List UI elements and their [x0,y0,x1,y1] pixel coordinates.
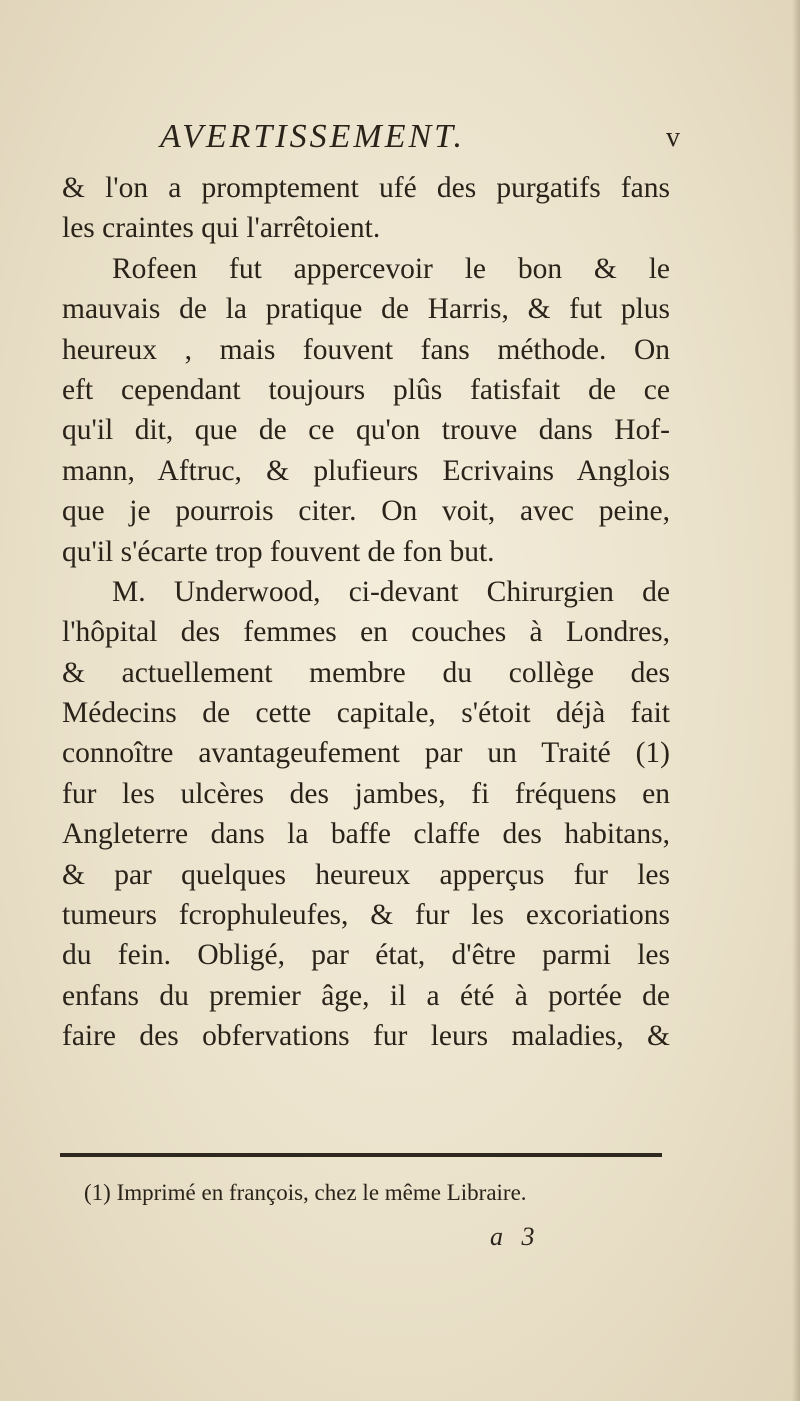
text-line: & par quelques heureux apperçus fur les [62,858,670,891]
text-line: l'hôpital des femmes en couches à Londres, [62,616,670,649]
page-number: v [666,122,680,153]
text-line: & actuellement membre du collège des [62,656,670,689]
footnote: (1) Imprimé en françois, chez le même Libraire. [84,1180,527,1205]
text-line: mann, Aftruc, & plufieurs Ecrivains Anglois [62,454,670,487]
text-line: & l'on a promptement ufé des purgatifs fans [62,172,670,204]
text-line: Rofeen fut appercevoir le bon & le [112,252,670,285]
text-line: heureux , mais fouvent fans méthode. On [62,333,670,366]
text-line: qu'il dit, que de ce qu'on trouve dans Hof- [62,414,670,447]
footnote-rule [60,1153,662,1157]
text-line: fur les ulcères des jambes, fi fréquens en [62,777,670,810]
page-header [160,118,680,158]
text-line: mauvais de la pratique de Harris, & fut plus [62,293,670,326]
text-line: du fein. Obligé, par état, d'être parmi les [62,939,670,972]
body-text [62,168,670,1057]
text-line: enfans du premier âge, il a été à portée de [62,979,670,1012]
text-line: faire des obfervations fur leurs maladies, & [62,1020,670,1053]
text-line: eft cependant toujours plûs fatisfait de ce [62,373,670,406]
text-line: Angleterre dans la baffe claffe des habitans, [62,818,670,851]
text-line: que je pourrois citer. On voit, avec peine, [62,495,670,528]
text-line: qu'il s'écarte trop fouvent de fon but. [62,535,495,568]
text-line: connoître avantageufement par un Traité (1) [62,737,670,770]
text-line: tumeurs fcrophuleufes, & fur les excoriations [62,899,670,932]
text-line: M. Underwood, ci-devant Chirurgien de [112,575,670,608]
text-line: Médecins de cette capitale, s'étoit déjà fait [62,697,670,730]
signature-mark: a 3 [490,1222,541,1251]
page-edge-shadow [792,0,800,1401]
running-title: AVERTISSEMENT. [160,118,466,155]
text-line: les craintes qui l'arrêtoient. [62,212,381,245]
